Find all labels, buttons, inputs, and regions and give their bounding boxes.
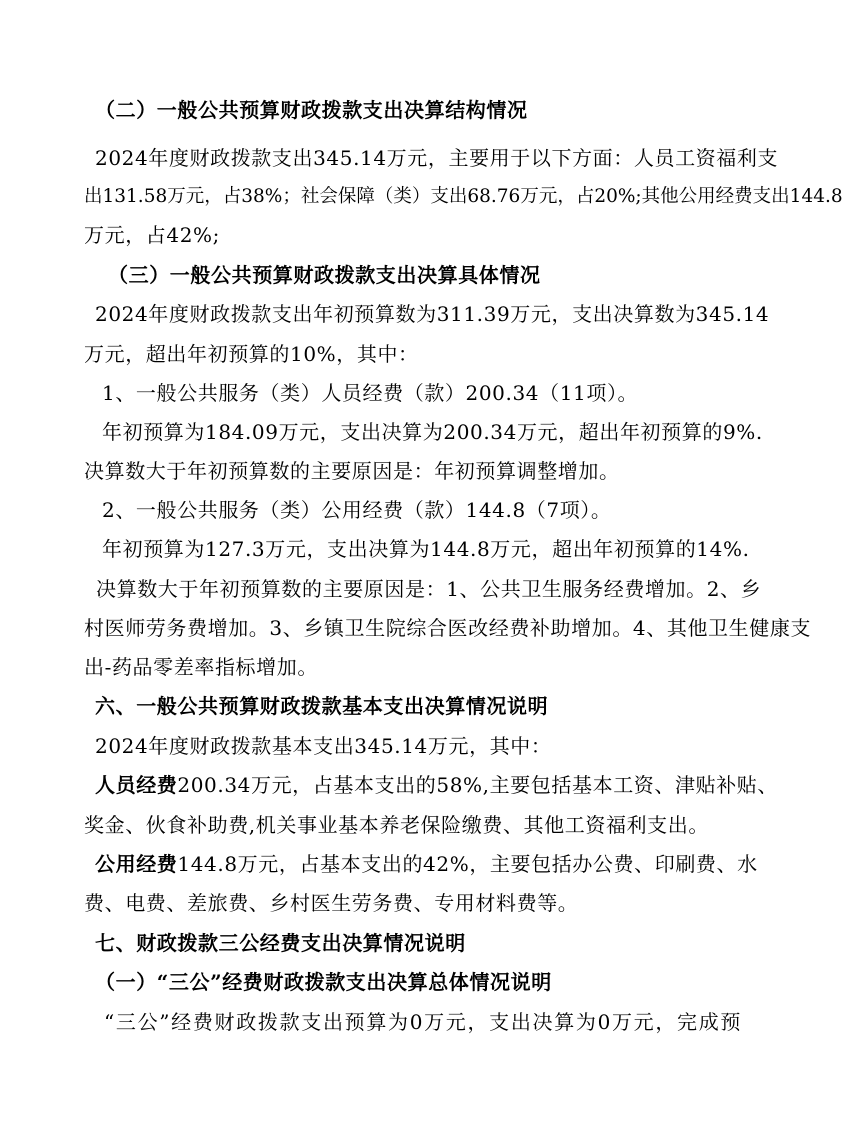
paragraph-line: 决算数大于年初预算数的主要原因是：年初预算调整增加。 <box>84 459 620 483</box>
list-item-1: 1、一般公共服务（类）人员经费（款）200.34（11项）。 <box>102 381 639 405</box>
paragraph-line: 万元，超出年初预算的10%，其中： <box>84 342 419 366</box>
paragraph-line: 奖金、伙食补助费,机关事业基本养老保险缴费、其他工资福利支出。 <box>84 813 709 837</box>
paragraph-line: 2024年度财政拨款支出年初预算数为311.39万元，支出决算数为345.14 <box>95 302 770 326</box>
paragraph-line: 村医师劳务费增加。3、乡镇卫生院综合医改经费补助增加。4、其他卫生健康支 <box>84 616 812 640</box>
section-heading-6: 六、一般公共预算财政拨款基本支出决算情况说明 <box>95 694 549 718</box>
heading-detail: （三）一般公共预算财政拨款支出决算具体情况 <box>108 263 541 287</box>
paragraph-line: 费、电费、差旅费、乡村医生劳务费、专用材料费等。 <box>84 891 579 915</box>
paragraph-line: 出-药品零差率指标增加。 <box>84 655 318 679</box>
term-public-expense: 公用经费 <box>95 852 178 876</box>
term-personnel-expense: 人员经费 <box>95 773 178 797</box>
paragraph-line: 万元，占42%; <box>84 223 220 247</box>
heading-structure: （二）一般公共预算财政拨款支出决算结构情况 <box>95 98 528 122</box>
paragraph-line: 年初预算为184.09万元，支出决算为200.34万元，超出年初预算的9%. <box>102 420 763 444</box>
paragraph-line: 年初预算为127.3万元，支出决算为144.8万元，超出年初预算的14%. <box>102 537 750 561</box>
subheading-three-public: （一）“三公”经费财政拨款支出决算总体情况说明 <box>95 970 552 994</box>
paragraph-line: 人员经费200.34万元，占基本支出的58%,主要包括基本工资、津贴补贴、 <box>95 773 778 797</box>
paragraph-line: 决算数大于年初预算数的主要原因是：1、公共卫生服务经费增加。2、乡 <box>96 577 762 601</box>
paragraph-line: 公用经费144.8万元，占基本支出的42%，主要包括办公费、印刷费、水 <box>95 852 758 876</box>
paragraph-line: 2024年度财政拨款基本支出345.14万元，其中： <box>95 734 552 758</box>
paragraph-line: 2024年度财政拨款支出345.14万元，主要用于以下方面：人员工资福利支 <box>95 146 779 170</box>
paragraph-line: “三公”经费财政拨款支出预算为0万元，支出决算为0万元，完成预 <box>104 1010 741 1034</box>
paragraph-line: 出131.58万元，占38%；社会保障（类）支出68.76万元，占20%;其他公用经费支出144.8 <box>84 186 843 207</box>
list-item-2: 2、一般公共服务（类）公用经费（款）144.8（7项）。 <box>102 498 612 522</box>
section-heading-7: 七、财政拨款三公经费支出决算情况说明 <box>95 931 466 955</box>
